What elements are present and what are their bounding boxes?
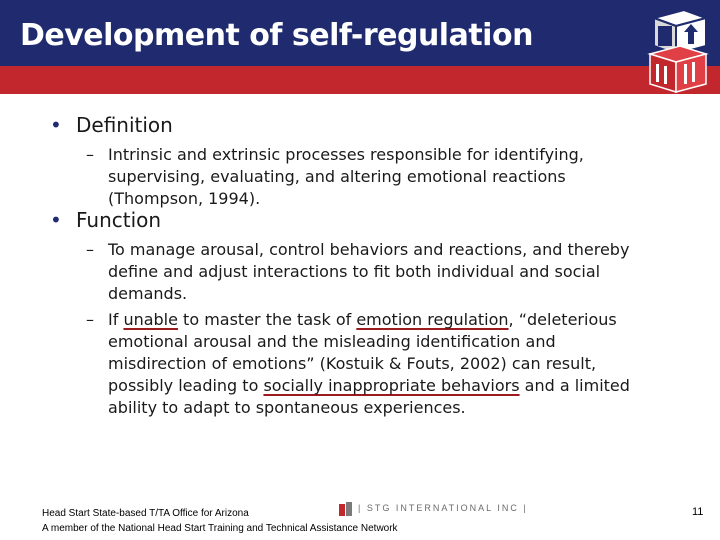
sub-bullet-dash: – [86, 145, 94, 164]
regulation-text-part4: and a limited ability to adapt to spontaneous experiences. [108, 376, 630, 417]
regulation-text-part3: , “deleterious emotional arousal and the misleading identification and misdirection of emotions” (Kostuik & Fouts, 2002) can result, possibly leading to [108, 310, 617, 395]
slide-title: Development of self-regulation [20, 18, 533, 53]
footer-line-1: Head Start State-based T/TA Office for Arizona [42, 508, 249, 519]
underlined-socially-inappropriate-behaviors: socially inappropriate behaviors [263, 376, 520, 395]
sub-bullet-regulation-text [86, 309, 648, 419]
page-number: 11 [692, 506, 704, 518]
function-text: To manage arousal, control behaviors and reactions, and thereby define and adjust interactions to fit both individual and social demands. [108, 240, 630, 303]
bullet-marker: • [50, 208, 62, 232]
definition-text: Intrinsic and extrinsic processes responsible for identifying, supervising, evaluating, and altering emotional reactions (Thompson, 1994). [108, 145, 584, 208]
stg-logo-icon [338, 501, 354, 517]
sub-bullet-dash: – [86, 240, 94, 259]
sub-bullet-function-text [86, 239, 648, 305]
bullet-function [50, 208, 161, 232]
bullet-definition [50, 113, 173, 137]
sub-bullet-dash: – [86, 310, 94, 329]
underlined-unable: unable [123, 310, 178, 329]
regulation-text-part2: to master the task of [177, 310, 357, 329]
footer-line-2: A member of the National Head Start Training and Technical Assistance Network [42, 523, 398, 534]
stg-logo-text: | STG INTERNATIONAL INC | [358, 503, 528, 513]
bullet-label: Definition [76, 113, 173, 137]
underlined-emotion-regulation: emotion regulation [356, 310, 509, 329]
regulation-text-part1: If [108, 310, 124, 329]
stg-logo [336, 500, 528, 518]
sub-bullet-definition-text [86, 144, 608, 210]
bullet-marker: • [50, 113, 62, 137]
bullet-label: Function [76, 208, 162, 232]
